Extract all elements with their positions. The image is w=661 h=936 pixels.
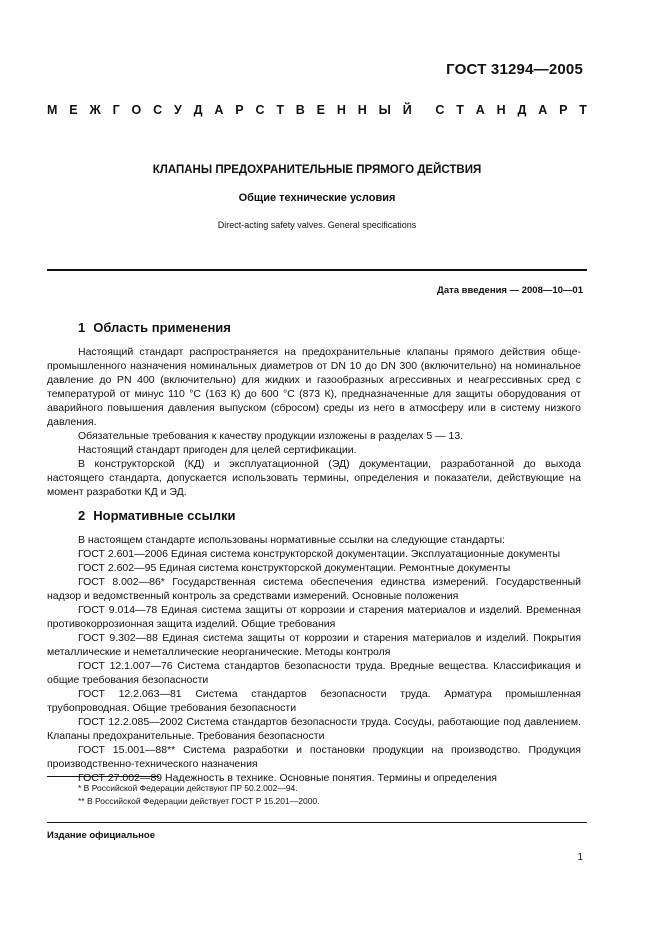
banner-letter: Й xyxy=(402,103,412,117)
section-title: Область применения xyxy=(93,320,231,335)
banner-letter: Е xyxy=(316,103,326,117)
banner-letter: А xyxy=(538,103,548,117)
introduction-date: Дата введения — 2008—10—01 xyxy=(437,285,583,296)
reference-item: ГОСТ 2.602—95 Единая система конструкторской документации. Ремонтные документы xyxy=(78,562,511,574)
reference-item: ГОСТ 12.2.085—2002 Система стандартов безопасности труда. Сосуды, работающие под давлением. Клапаны предохранительные. Требования безопасности xyxy=(47,716,581,742)
english-title: Direct-acting safety valves. General specifications xyxy=(217,220,417,230)
section-title: Нормативные ссылки xyxy=(93,508,236,523)
title-divider xyxy=(47,269,587,271)
banner-letter: О xyxy=(131,103,142,117)
banner-letter: Ж xyxy=(89,103,101,117)
footnote-divider xyxy=(47,776,159,777)
banner-letter: А xyxy=(475,103,485,117)
banner-letter: С xyxy=(435,103,445,117)
paragraph: В настоящем стандарте использованы нормативные ссылки на следующие стандарты: xyxy=(78,534,505,546)
banner-letter: Р xyxy=(235,103,244,117)
banner-letter: У xyxy=(174,103,182,117)
official-edition-label: Издание официальное xyxy=(47,830,155,841)
banner-letter: Ы xyxy=(378,103,391,117)
banner-letter: Г xyxy=(112,103,120,117)
paragraph: В конструкторской (КД) и эксплуатационной (ЭД) документации, разработанной до выхода настоящего стандарта, допускается использовать термины, определения и показатели, действующие на момент разработки КД и ЭД. xyxy=(47,458,581,498)
reference-item: ГОСТ 12.2.063—81 Система стандартов безопасности труда. Арматура промышленная трубопроводная. Общие требования безопасности xyxy=(47,688,581,714)
paragraph: Настоящий стандарт распространяется на предохранительные клапаны прямого действия обще-промышленного назначения номинальных диаметров от DN 10 до DN 300 (включительно) на номинальное давление до PN 400 (включительно) для жидких и газообразных агрессивных и неагрессивных сред с температурой от минус 110 °С (163 К) до 600 °С (873 К), предназначенные для защиты оборудования от аварийного повышения давления выпуском (сбросом) среды из него в атмосферу или в систему низкого давления. xyxy=(47,346,581,428)
banner-letter: Е xyxy=(69,103,78,117)
reference-item: ГОСТ 2.601—2006 Единая система конструкторской документации. Эксплуатационные документы xyxy=(78,548,561,560)
banner-letter: С xyxy=(255,103,265,117)
banner-letter: С xyxy=(153,103,163,117)
banner-letter: Т xyxy=(456,103,464,117)
reference-item: ГОСТ 8.002—86* Государственная система обеспечения единства измерений. Государственный надзор и ведомственный контроль за средствами измерений. Основные положения xyxy=(47,576,581,602)
banner-letter: Т xyxy=(276,103,284,117)
reference-item: ГОСТ 12.1.007—76 Система стандартов безопасности труда. Вредные вещества. Классификация и общие требования безопасности xyxy=(47,660,581,686)
interstate-standard-banner xyxy=(47,103,587,117)
banner-letter: Н xyxy=(336,103,346,117)
section-1-heading xyxy=(78,320,231,335)
page-number: 1 xyxy=(577,852,583,863)
reference-item: ГОСТ 27.002—89 Надежность в технике. Основные понятия. Термины и определения xyxy=(78,772,497,784)
reference-item: ГОСТ 15.001—88** Система разработки и постановки продукции на производство. Продукция производственно-технического назначения xyxy=(47,744,581,770)
banner-letter: Д xyxy=(517,103,527,117)
section-number: 2 xyxy=(78,508,86,523)
reference-item: ГОСТ 9.014—78 Единая система защиты от коррозии и старения материалов и изделий. Временная противокоррозионная защита изделий. Общие требования xyxy=(47,604,581,630)
reference-item: ГОСТ 9.302—88 Единая система защиты от коррозии и старения материалов и изделий. Покрытия металлические и неметаллические неорганические. Методы контроля xyxy=(47,632,581,658)
footnote: ** В Российской Федерации действует ГОСТ Р 15.201—2000. xyxy=(78,796,320,806)
banner-letter: А xyxy=(214,103,224,117)
banner-letter: Т xyxy=(579,103,587,117)
footnote: * В Российской Федерации действуют ПР 50.2.002—94. xyxy=(78,783,298,793)
paragraph: Настоящий стандарт пригоден для целей сертификации. xyxy=(78,444,357,456)
banner-letter: Н xyxy=(496,103,506,117)
banner-letter: В xyxy=(295,103,305,117)
footnotes xyxy=(78,782,320,808)
section-2-body xyxy=(47,533,581,785)
banner-letter: М xyxy=(47,103,58,117)
banner-letter: Р xyxy=(559,103,568,117)
section-2-heading xyxy=(78,508,235,523)
banner-letter: Д xyxy=(193,103,203,117)
paragraph: Обязательные требования к качеству продукции изложены в разделах 5 — 13. xyxy=(78,430,464,442)
banner-letter: Н xyxy=(357,103,367,117)
document-number: ГОСТ 31294—2005 xyxy=(446,61,583,78)
document-subtitle: Общие технические условия xyxy=(238,192,396,204)
section-number: 1 xyxy=(78,320,86,335)
document-title: КЛАПАНЫ ПРЕДОХРАНИТЕЛЬНЫЕ ПРЯМОГО ДЕЙСТВИЯ xyxy=(152,164,482,176)
section-1-body xyxy=(47,345,581,499)
footer-divider xyxy=(47,822,587,823)
